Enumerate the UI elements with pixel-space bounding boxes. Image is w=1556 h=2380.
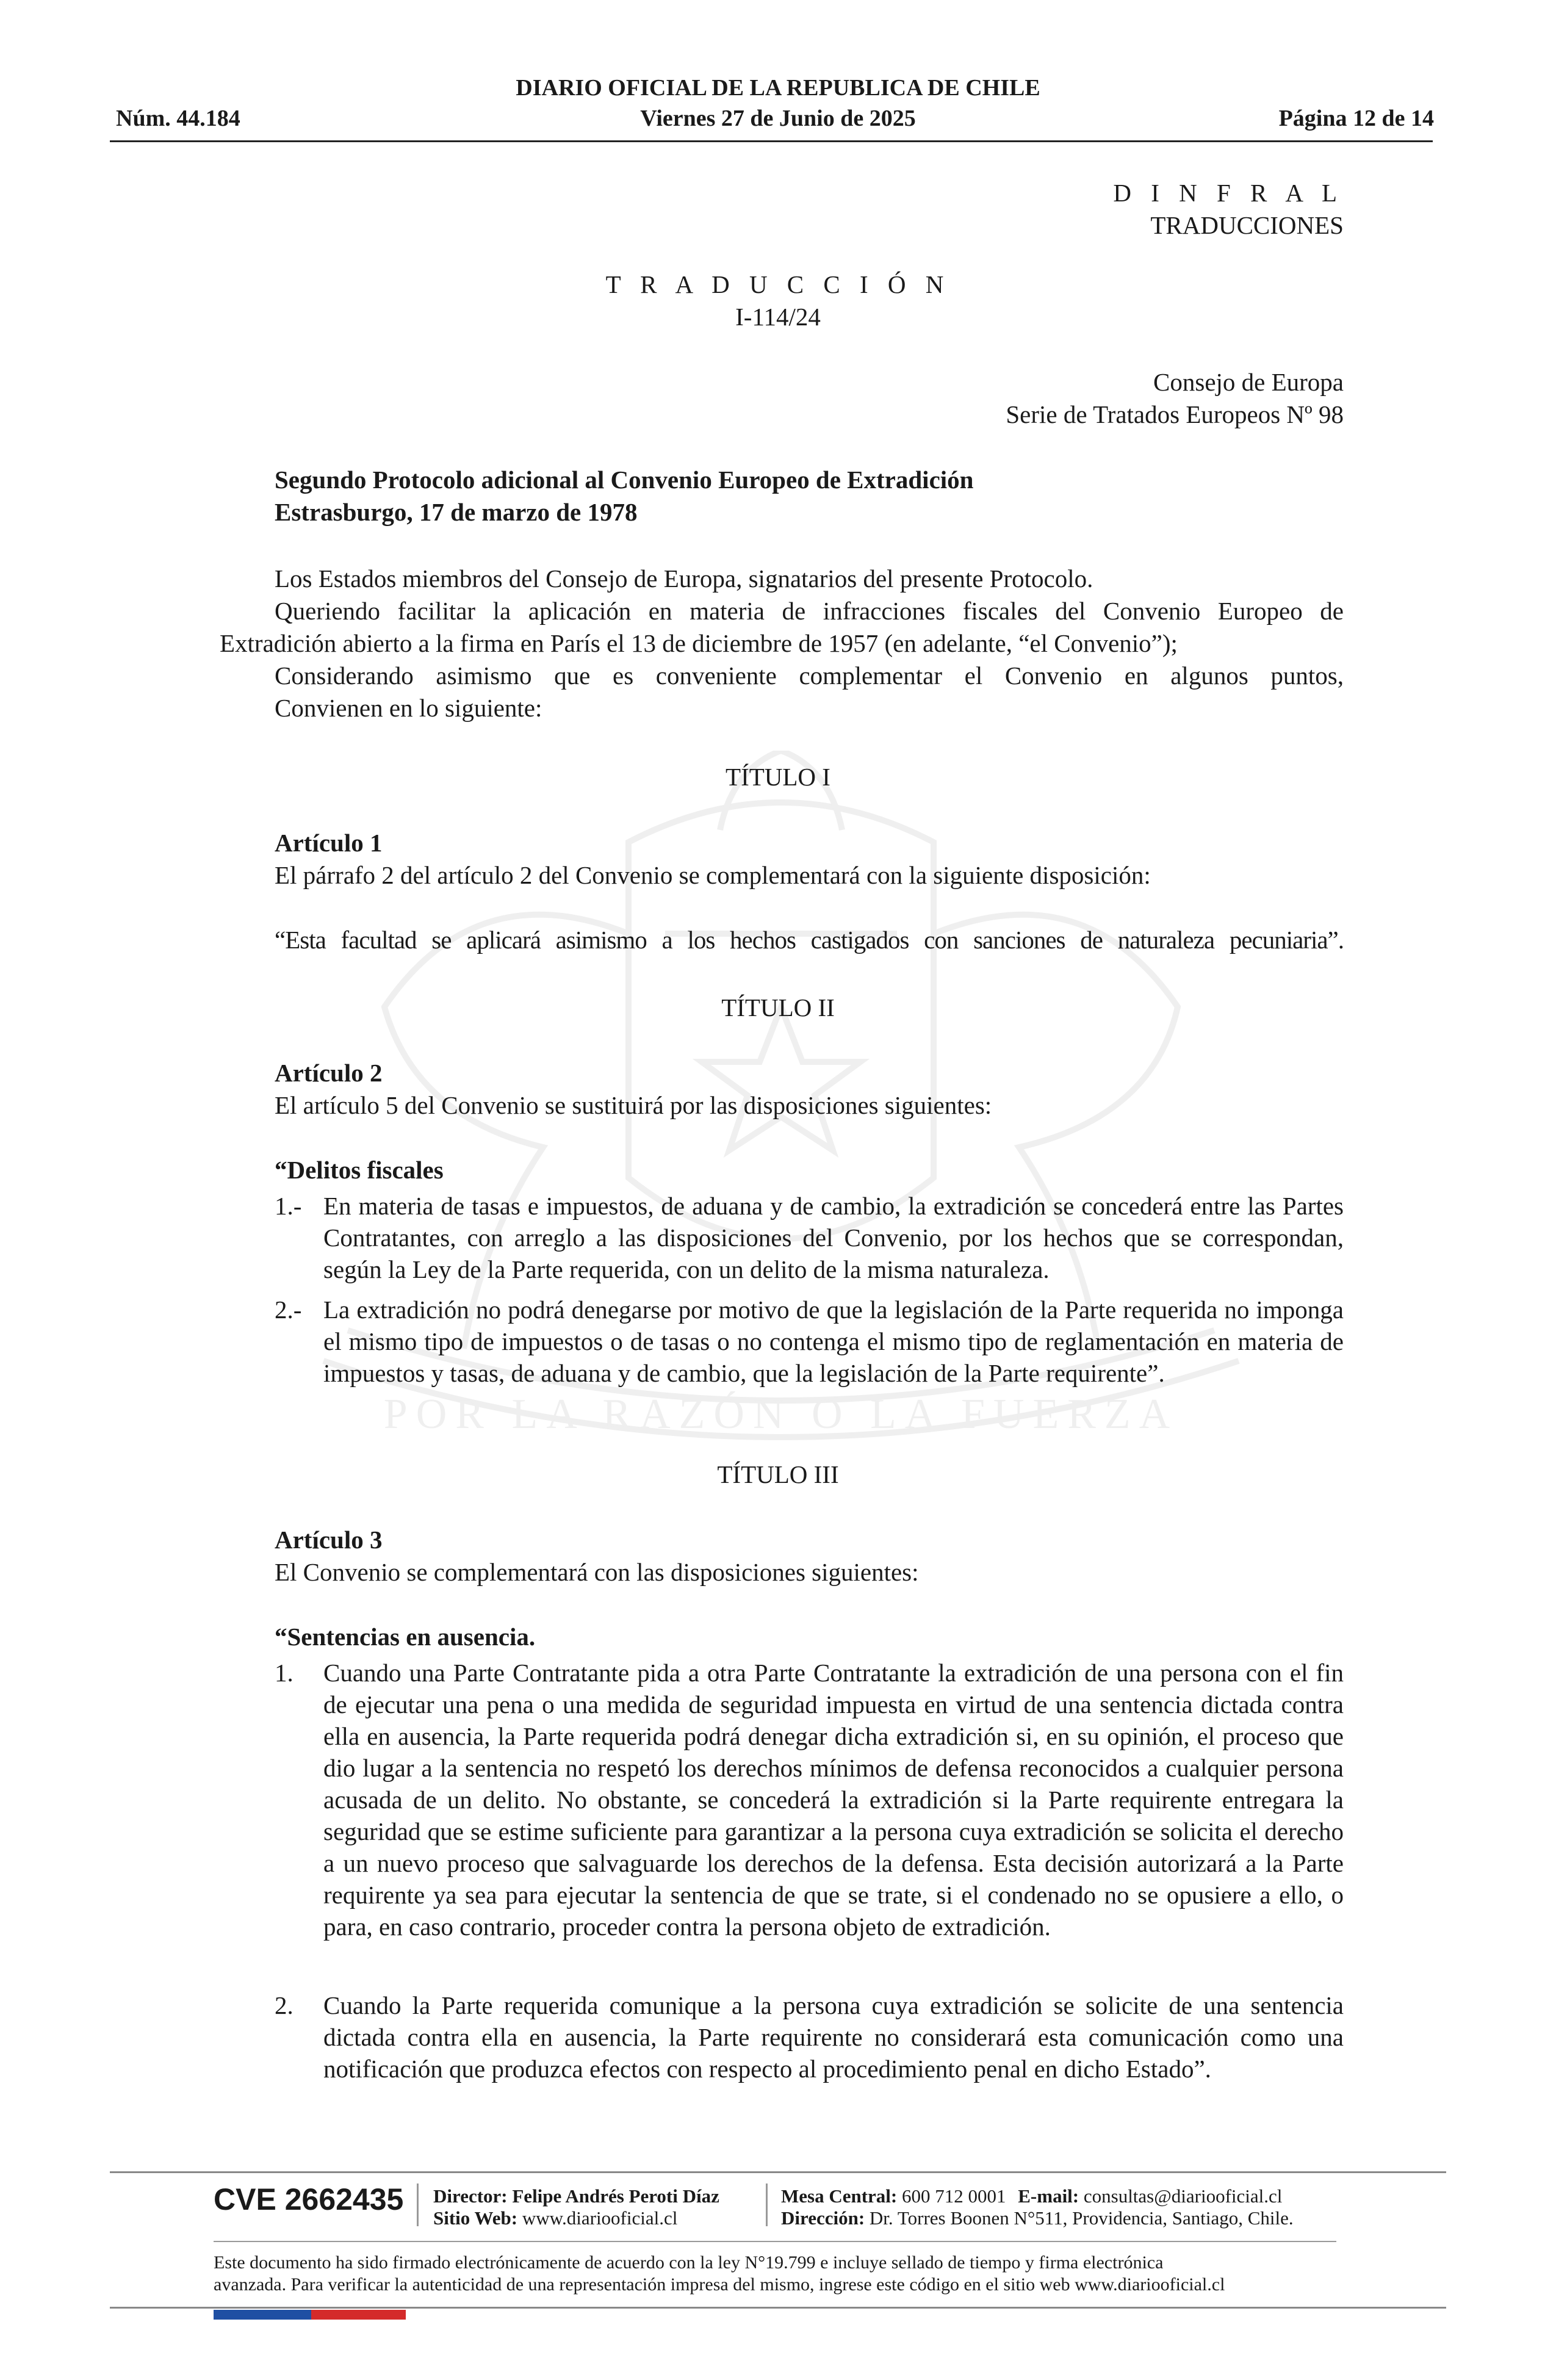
header-rule [110,140,1433,142]
watermark-motto: POR LA RAZÓN O LA FUERZA [383,1391,1179,1438]
source-line-1: Consejo de Europa [1153,368,1344,396]
footer-contact [781,2185,1282,2208]
articulo-1 [275,827,1344,956]
articulo-1-heading: Artículo 1 [275,829,383,857]
item-text: En materia de tasas e impuestos, de aduana y de cambio, la extradición se concederá entre las Partes Contratantes, con arreglo a las disposiciones del Convenio, por los hechos que se correspondan, según la Ley de la Parte requerida, con un delito de la misma naturaleza. [323,1192,1344,1283]
preamble-p2b: Extradición abierto a la firma en París el 13 de diciembre de 1957 (en adelante, “el Convenio”); [220,629,1178,657]
articulo-3-item-1 [275,1657,1344,1986]
item-number: 1.- [275,1192,302,1220]
traduccion-block [0,269,1556,333]
issue-number: Núm. 44.184 [116,106,240,131]
dinfral-label: D I N F R A L [1113,179,1344,207]
articulo-3-item-2 [275,1989,1344,2124]
flag-stripe-red [311,2310,406,2320]
titulo-3: TÍTULO III [717,1460,839,1488]
footer-director [433,2185,719,2208]
address-label: Dirección: [781,2207,865,2229]
articulo-2-item-2 [275,1294,1344,1422]
flag-stripe-blue [214,2310,311,2320]
footer-site [433,2207,677,2230]
site-label: Sitio Web: [433,2207,518,2229]
footer-top-rule [110,2171,1446,2173]
source-line-2: Serie de Tratados Europeos Nº 98 [1006,400,1344,428]
articulo-2 [275,1057,1344,1186]
item-number: 2.- [275,1296,302,1324]
articulo-3-heading: Artículo 3 [275,1526,383,1554]
articulo-3-intro: El Convenio se complementará con las disposiciones siguientes: [275,1558,919,1586]
articulo-2-item-1 [275,1190,1344,1288]
traduccion-code: I-114/24 [735,303,821,331]
item-number: 1. [275,1659,294,1687]
articulo-2-intro: El artículo 5 del Convenio se sustituirá por las disposiciones siguientes: [275,1091,992,1119]
cve-code: CVE 2662435 [214,2182,404,2216]
footer-separator [417,2183,419,2226]
address-value: Dr. Torres Boonen N°511, Providencia, Santiago, Chile. [869,2207,1294,2229]
item-text: Cuando una Parte Contratante pida a otra Parte Contratante la extradición de una persona con el fin de ejecutar una pena o una medida de seguridad impuesta en virtud de una sentencia dictada contra ella en ausencia, la Parte requerida podrá denegar dicha extradición si, en su opinión, el proceso que dio lugar a la sentencia no respetó los derechos mínimos de defensa reconocidos a cualquier persona acusada de un delito. No obstante, se concederá la extradición si la Parte requirente entregara la seguridad que se estime suficiente para garantizar a la persona cuya extradición se solicita el derecho a un nuevo proceso que salvaguarde los derechos de la defensa. Esta decisión autorizará a la Parte requirente ya sea para ejecutar la sentencia de que se trate, si el condenado no se opusiere a ello, o para, en caso contrario, proceder contra la persona objeto de extradición. [323,1659,1344,1941]
newspaper-title: DIARIO OFICIAL DE LA REPUBLICA DE CHILE [516,75,1040,101]
document-title-line-2: Estrasburgo, 17 de marzo de 1978 [275,498,638,526]
legal-notice-line-1: Este documento ha sido firmado electrónicamente de acuerdo con la ley N°19.799 e incluye sellado de tiempo y firma electrónica [214,2252,1164,2273]
articulo-3 [275,1524,1344,1653]
articulo-1-quote: “Esta facultad se aplicará asimismo a los hechos castigados con sanciones de naturaleza pecuniaria”. [275,926,1344,954]
legal-notice-line-2: avanzada. Para verificar la autenticidad de una representación impresa del mismo, ingrese este código en el sitio web www.diariooficial.cl [214,2274,1225,2295]
preamble-p3b: Convienen en lo siguiente: [275,694,542,722]
email-link[interactable]: consultas@diariooficial.cl [1083,2185,1283,2207]
footer-middle-rule [214,2241,1336,2242]
email-label: E-mail: [1018,2185,1079,2207]
source-block [854,366,1344,431]
traduccion-label: T R A D U C C I Ó N [605,270,951,298]
phone-value: 600 712 0001 [902,2185,1006,2207]
director-name: Felipe Andrés Peroti Díaz [512,2185,719,2207]
articulo-2-subheading: “Delitos fiscales [275,1156,444,1184]
footer-separator [766,2183,768,2226]
preamble-p2a: Queriendo facilitar la aplicación en materia de infracciones fiscales del Convenio Europeo de [275,597,1344,625]
item-text: Cuando la Parte requerida comunique a la persona cuya extradición se solicite de una sentencia dictada contra ella en ausencia, la Parte requirente no considerará esta comunicación como una notificación que produzca efectos con respecto al procedimiento penal en dicho Estado”. [323,1991,1344,2083]
phone-label: Mesa Central: [781,2185,898,2207]
dinfral-block [976,177,1344,242]
footer-bottom-rule [110,2307,1446,2309]
footer-address [781,2207,1294,2230]
preamble-p1: Los Estados miembros del Consejo de Europa, signatarios del presente Protocolo. [275,564,1093,593]
item-text: La extradición no podrá denegarse por motivo de que la legislación de la Parte requerida no imponga el mismo tipo de impuestos o de tasas o no contenga el mismo tipo de reglamentación en materia de impuestos y tasas, de aduana y de cambio, que la legislación de la Parte requirente”. [323,1296,1344,1387]
titulo-1: TÍTULO I [726,763,830,791]
preamble-p3a: Considerando asimismo que es conveniente complementar el Convenio en algunos puntos, [275,662,1344,690]
site-link[interactable]: www.diariooficial.cl [522,2207,678,2229]
document-title [275,464,973,528]
document-title-line-1: Segundo Protocolo adicional al Convenio Europeo de Extradición [275,466,974,494]
preamble [220,563,1344,724]
page-number: Página 12 de 14 [1278,106,1434,131]
articulo-3-subheading: “Sentencias en ausencia. [275,1623,536,1651]
titulo-2: TÍTULO II [721,993,835,1022]
issue-date: Viernes 27 de Junio de 2025 [640,106,916,131]
director-label: Director: [433,2185,508,2207]
dinfral-subtitle: TRADUCCIONES [1150,211,1344,239]
item-number: 2. [275,1991,294,2019]
articulo-1-intro: El párrafo 2 del artículo 2 del Convenio se complementará con la siguiente disposición: [275,861,1151,889]
articulo-2-heading: Artículo 2 [275,1059,383,1087]
